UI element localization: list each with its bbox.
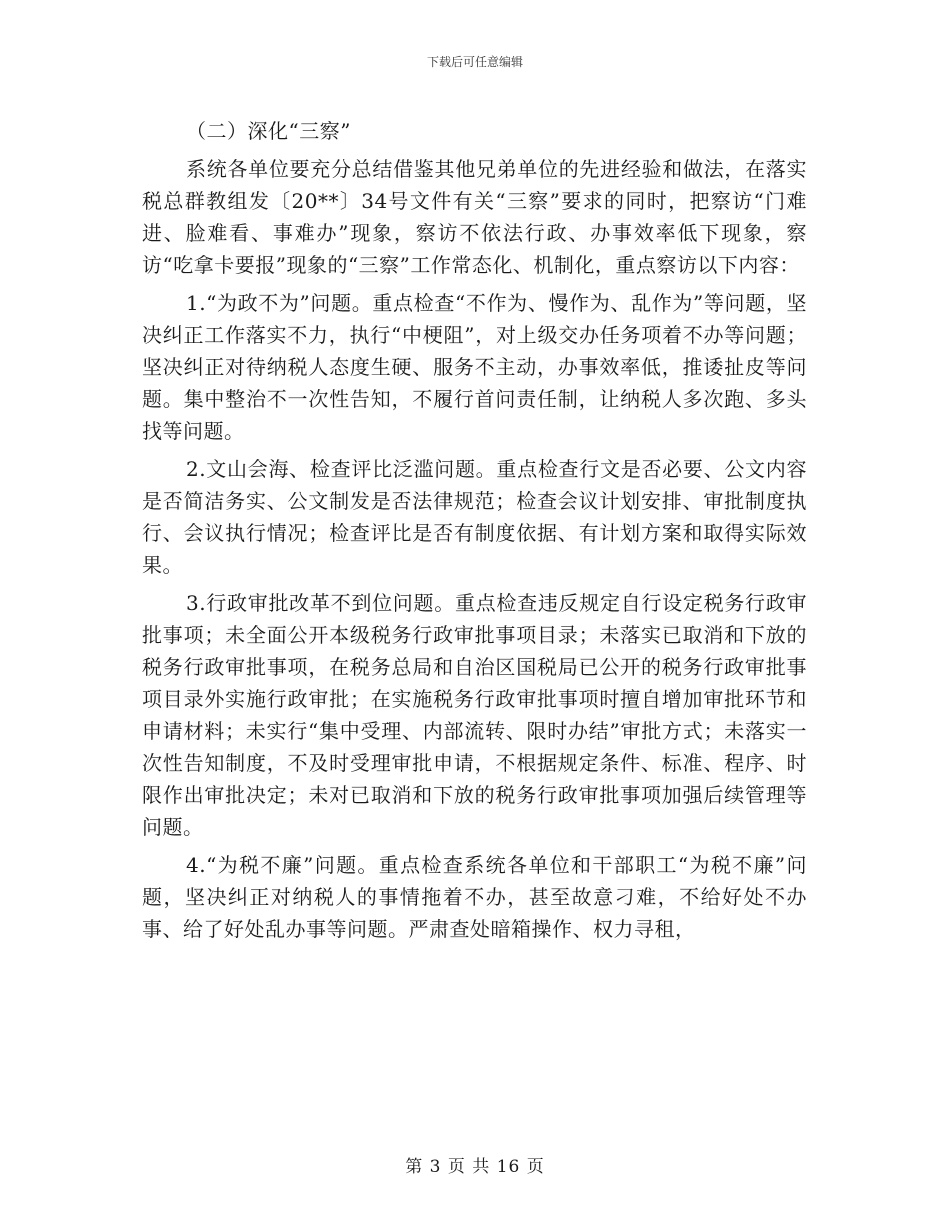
paragraph-item-2: 2.文山会海、检查评比泛滥问题。重点检查行文是否必要、公文内容是否简洁务实、公文制发是否法律规范；检查会议计划安排、审批制度执行、会议执行情况；检查评比是否有制度依据、有计划方案和取得实际效果。 (142, 457, 807, 577)
paragraph-intro: 系统各单位要充分总结借鉴其他兄弟单位的先进经验和做法，在落实税总群教组发〔20**〕34号文件有关“三察”要求的同时，把察访“门难进、脸难看、事难办”现象，察访不依法行政、办事效率低下现象，察访“吃拿卡要报”现象的“三察”工作常态化、机制化，重点察访以下内容： (142, 157, 807, 277)
paragraph-item-3: 3.行政审批改革不到位问题。重点检查违反规定自行设定税务行政审批事项；未全面公开本级税务行政审批事项目录；未落实已取消和下放的税务行政审批事项，在税务总局和自治区国税局已公开的税务行政审批事项目录外实施行政审批；在实施税务行政审批事项时擅自增加审批环节和申请材料；未实行“集中受理、内部流转、限时办结”审批方式；未落实一次性告知制度，不及时受理审批申请，不根据规定条件、标准、程序、时限作出审批决定；未对已取消和下放的税务行政审批事项加强后续管理等问题。 (142, 591, 807, 839)
paragraph-item-4: 4.“为税不廉”问题。重点检查系统各单位和干部职工“为税不廉”问题，坚决纠正对纳税人的事情拖着不办，甚至故意刁难，不给好处不办事、给了好处乱办事等问题。严肃查处暗箱操作、权力寻租， (142, 853, 807, 941)
section-heading: （二）深化“三察” (186, 119, 351, 143)
page-header-note: 下载后可任意编辑 (426, 55, 523, 69)
paragraph-item-1: 1.“为政不为”问题。重点检查“不作为、慢作为、乱作为”等问题，坚决纠正工作落实不力，执行“中梗阻”，对上级交办任务项着不办等问题；坚决纠正对待纳税人态度生硬、服务不主动，办事效率低，推诿扯皮等问题。集中整治不一次性告知，不履行首问责任制，让纳税人多次跑、多头找等问题。 (142, 291, 807, 443)
page-number: 第 3 页 共 16 页 (405, 1157, 545, 1177)
document-body (142, 115, 807, 945)
